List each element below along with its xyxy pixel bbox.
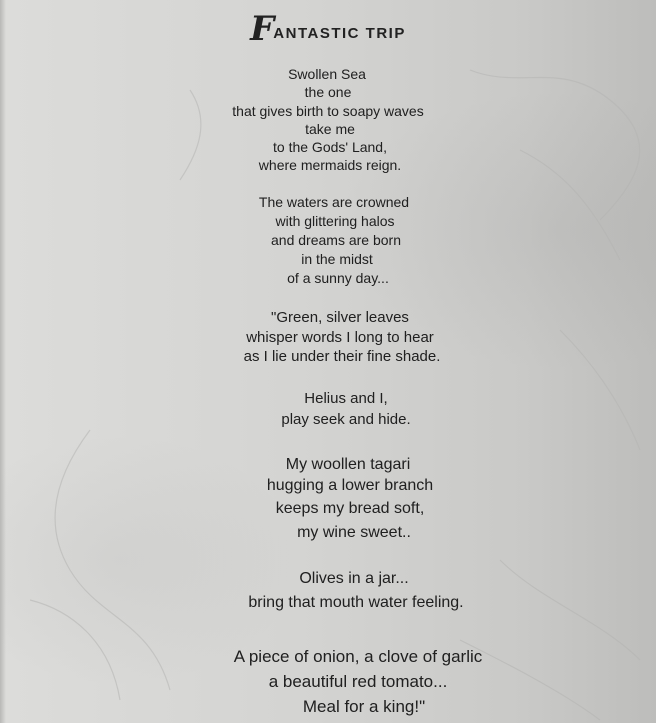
poem-line: and dreams are born bbox=[271, 232, 401, 248]
poem-line: A piece of onion, a clove of garlic bbox=[233, 647, 483, 666]
poem-line: as I lie under their fine shade. bbox=[243, 348, 441, 365]
poem-line: take me bbox=[305, 121, 355, 137]
poem-line: My woollen tagari bbox=[285, 456, 411, 473]
poem-line: bring that mouth water feeling. bbox=[248, 594, 464, 611]
poem-line: Helius and I, bbox=[304, 390, 388, 407]
poem-line: Olives in a jar... bbox=[299, 570, 409, 587]
poem-line: "Green, silver leaves bbox=[271, 309, 409, 326]
title-drop-cap: F bbox=[250, 9, 272, 49]
poem-line: play seek and hide. bbox=[281, 411, 411, 428]
poem-line: with glittering halos bbox=[275, 213, 395, 229]
poem-line: the one bbox=[304, 84, 352, 100]
poem-line: to the Gods' Land, bbox=[273, 139, 387, 155]
poem-line: my wine sweet.. bbox=[297, 524, 411, 541]
poem-line: Swollen Sea bbox=[288, 66, 366, 82]
poem-line: of a sunny day... bbox=[287, 270, 389, 286]
poem-line: Meal for a king!" bbox=[302, 697, 426, 716]
poem-line: whisper words I long to hear bbox=[246, 329, 434, 346]
poem-line: The waters are crowned bbox=[258, 194, 410, 210]
poem-line: that gives birth to soapy waves bbox=[232, 103, 424, 119]
poem-line: in the midst bbox=[301, 251, 373, 267]
poem-line: where mermaids reign. bbox=[258, 157, 402, 173]
poem-line: a beautiful red tomato... bbox=[268, 672, 448, 691]
poem-line: keeps my bread soft, bbox=[275, 500, 425, 517]
title-text: ANTASTIC TRIP bbox=[273, 25, 406, 42]
poem-line: hugging a lower branch bbox=[266, 477, 434, 494]
